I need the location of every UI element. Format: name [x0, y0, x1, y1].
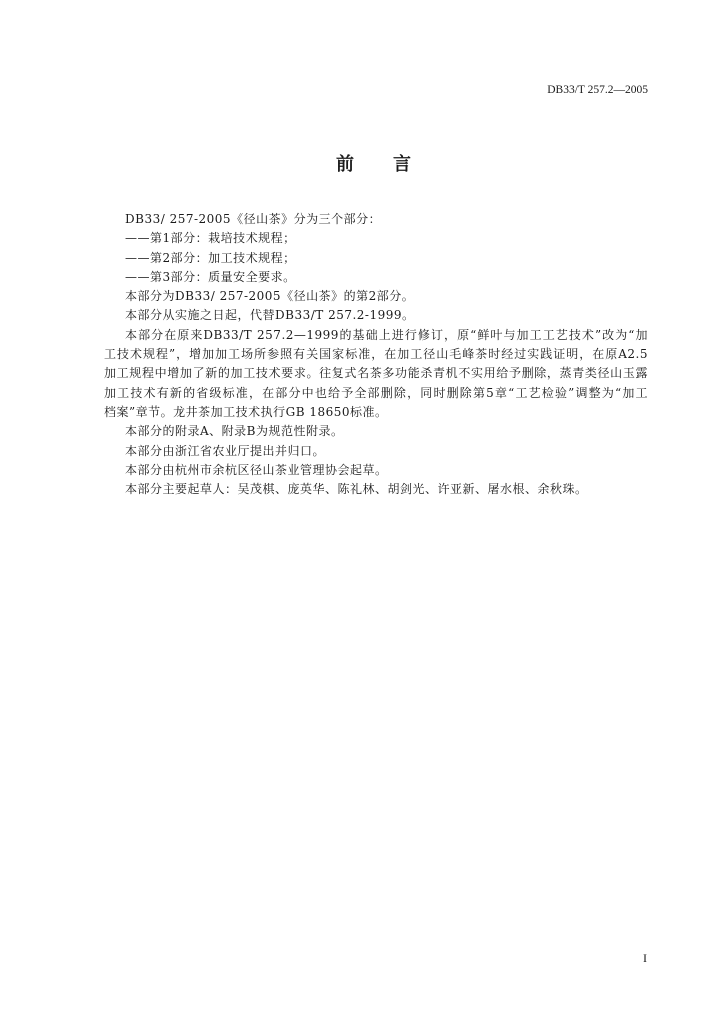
title-char-first: 前 [336, 154, 354, 175]
revision-paragraph-line: 档案”章节。龙井茶加工技术执行GB 18650标准。 [104, 404, 388, 419]
part-list-item: ——第3部分：质量安全要求。 [125, 269, 296, 284]
parts-intro-line: DB33/ 257-2005《径山茶》分为三个部分： [125, 212, 382, 226]
drafters-line: 本部分主要起草人：吴茂棋、庞英华、陈礼林、胡剑光、许亚新、屠水根、余秋珠。 [125, 482, 588, 497]
foreword-body [104, 210, 648, 499]
revision-paragraph-line: 加工技术有新的省级标准，在部分中也给予全部删除，同时删除第5章“工艺检验”调整为“加工 [104, 385, 648, 400]
annex-note-line: 本部分的附录A、附录B为规范性附录。 [125, 424, 344, 439]
revision-paragraph-line: 本部分在原来DB33/T 257.2—1999的基础上进行修订，原“鲜叶与加工工艺技术”改为“加 [125, 327, 648, 342]
standard-code-header: DB33/T 257.2—2005 [547, 84, 648, 96]
proposed-by-line: 本部分由浙江省农业厅提出并归口。 [125, 443, 326, 458]
revision-paragraph-line: 加工规程中增加了新的加工技术要求。往复式名茶多功能杀青机不实用给予删除，蒸青类径山玉露 [104, 366, 648, 381]
replaces-line: 本部分从实施之日起，代替DB33/T 257.2-1999。 [125, 308, 415, 323]
page-number: I [643, 951, 647, 965]
page-title [330, 152, 420, 178]
part-list-item: ——第2部分：加工技术规程； [125, 250, 296, 265]
revision-paragraph-line: 工技术规程”，增加加工场所参照有关国家标准，在加工径山毛峰茶时经过实践证明，在原A2.5 [104, 347, 648, 362]
title-char-second: 言 [393, 154, 411, 175]
part-list-item: ——第1部分：栽培技术规程； [125, 231, 296, 246]
this-part-line: 本部分为DB33/ 257-2005《径山茶》的第2部分。 [125, 289, 415, 304]
drafted-by-line: 本部分由杭州市余杭区径山茶业管理协会起草。 [125, 462, 388, 477]
